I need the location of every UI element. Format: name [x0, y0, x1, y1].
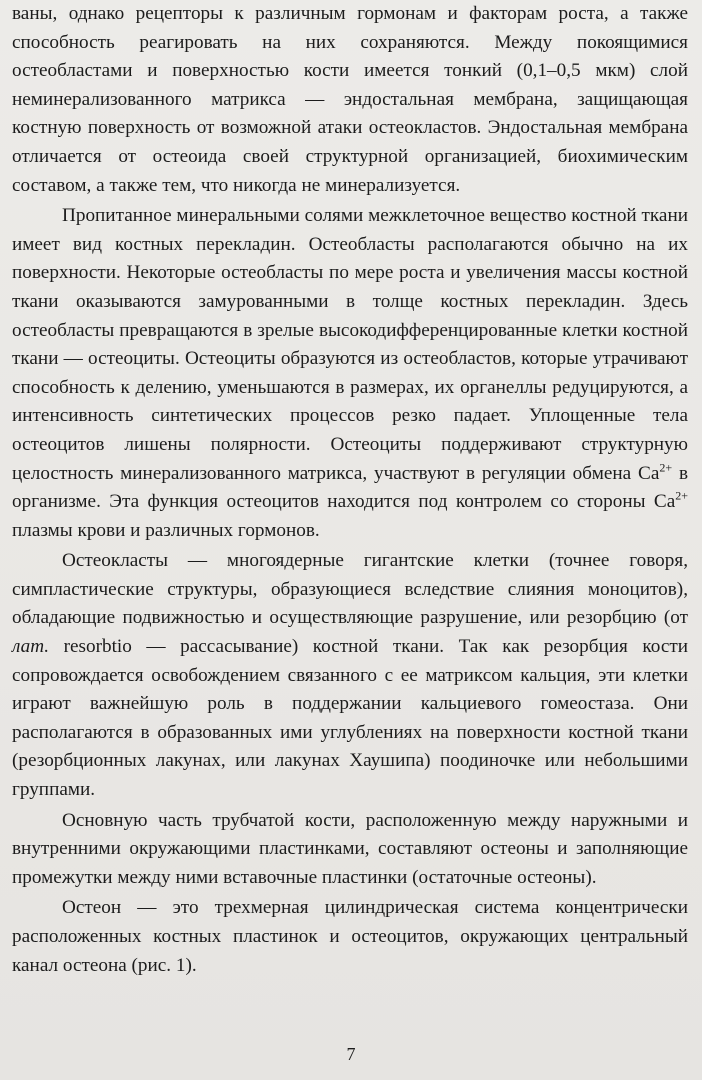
osteoclasts-text-a: Остеокласты — многоядерные гигантские клетки (точнее говоря, симпластические структуры, образующиеся вследствие слияния моноцитов), обладающие подвижностью и осуществляющие разрушение, или резорбцию (от [12, 550, 688, 629]
page-number: 7 [346, 1044, 356, 1064]
osteoclasts-text-b: resorbtio — рассасывание) костной ткани. Так как резорбция кости сопровождается освобождением связанного с ее матриксом кальция, эти клетки играют важнейшую роль в поддержании кальциевого гомеостаза. Они располагаются в образованных ими углублениях на поверхности костной ткани (резорбционных лакунах, или лакунах Хаушипа) поодиночке или небольшими группами. [12, 636, 688, 801]
paragraph-osteocytes [12, 202, 688, 545]
latin-abbreviation: лат. [12, 636, 50, 658]
osteocytes-text-c: плазмы крови и различных гормонов. [12, 519, 320, 541]
calcium-charge-superscript: 2+ [659, 460, 673, 475]
paragraph-osteon: Остеон — это трехмерная цилиндрическая система концентрически расположенных костных пластинок и остеоцитов, окружающих центральный канал остеона (рис. 1). [12, 897, 688, 976]
paragraph-endosteal-membrane: ваны, однако рецепторы к различным гормонам и факторам роста, а также способность реагировать на них сохраняются. Между покоящимися остеобластами и поверхностью кости имеется тонкий (0,1–0,5 мкм) слой неминерализованного матрикса — эндостальная мембрана, защищающая костную поверхность от возможной атаки остеокластов. Эндостальная мембрана отличается от остеоида своей структурной организацией, биохимическим составом, а также тем, что никогда не минерализуется. [12, 3, 688, 196]
osteocytes-text-b: в организме. Эта функция остеоцитов находится под контролем со стороны Ca [12, 462, 689, 513]
paragraph-osteoclasts [12, 547, 688, 804]
body-text [12, 0, 688, 980]
calcium-charge-superscript: 2+ [675, 488, 688, 503]
paragraph-tubular-bone: Основную часть трубчатой кости, расположенную между наружными и внутренними окружающими пластинками, составляют остеоны и заполняющие промежутки между ними вставочные пластинки (остаточные остеоны). [12, 809, 688, 888]
osteocytes-text-a: Пропитанное минеральными солями межклеточное вещество костной ткани имеет вид костных перекладин. Остеобласты располагаются обычно на их поверхности. Некоторые остеобласты по мере роста и увеличения массы костной ткани оказываются замурованными в толще костных перекладин. Здесь остеобласты превращаются в зрелые высокодифференцированные клетки костной ткани — остеоциты. Остеоциты образуются из остеобластов, которые утрачивают способность к делению, уменьшаются в размерах, их органеллы редуцируются, а интенсивность синтетических процессов резко падает. Уплощенные тела остеоцитов лишены полярности. Остеоциты поддерживают структурную целостность минерализованного матрикса, участвуют в регуляции обмена Ca [12, 205, 688, 484]
